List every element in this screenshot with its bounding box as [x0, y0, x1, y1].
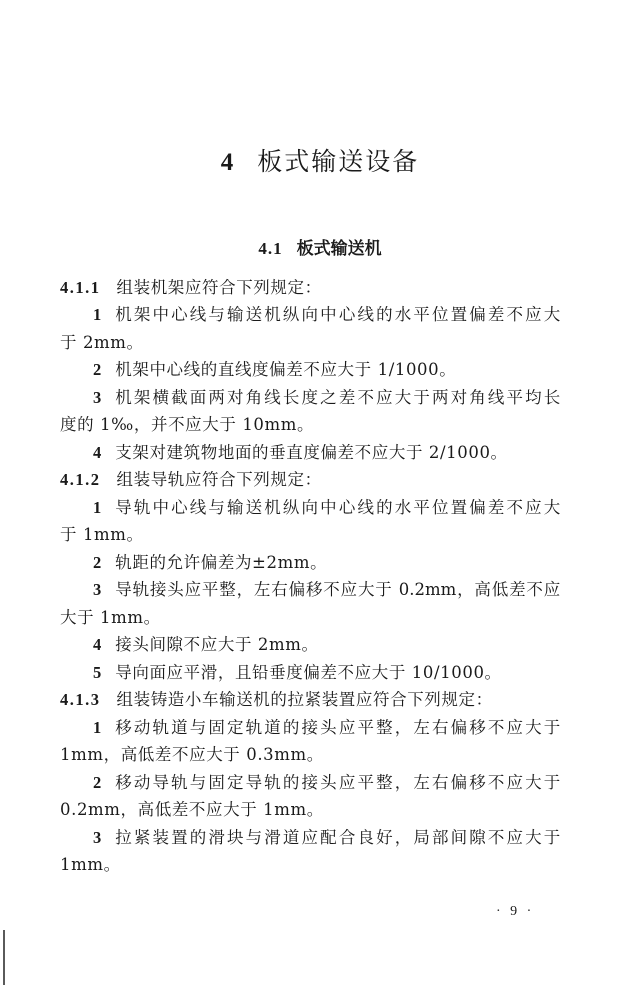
item-continuation — [0, 608, 640, 628]
chapter-heading: 板式输送设备 — [257, 147, 420, 176]
clause-number: 4.1.2 — [60, 470, 101, 489]
list-item — [0, 360, 640, 380]
list-item — [0, 718, 640, 738]
item-text: 导轨接头应平整，左右偏移不应大于 0.2mm，高低差不应 — [115, 580, 561, 599]
clause-4-1-2 — [0, 470, 640, 490]
item-text-continued: 0.2mm，高低差不应大于 1mm。 — [60, 800, 324, 819]
item-text: 机架中心线与输送机纵向中心线的水平位置偏差不应大 — [115, 305, 561, 324]
item-text: 机架中心线的直线度偏差不应大于 1/1000。 — [115, 360, 457, 379]
item-text-continued: 1mm。 — [60, 855, 121, 874]
item-text: 接头间隙不应大于 2mm。 — [115, 635, 319, 654]
list-item — [0, 828, 640, 848]
item-number: 2 — [93, 553, 102, 572]
item-continuation — [0, 745, 640, 765]
list-item — [0, 553, 640, 573]
item-number: 1 — [93, 718, 102, 737]
chapter-number: 4 — [220, 149, 236, 176]
item-text-continued: 大于 1mm。 — [60, 608, 161, 627]
item-number: 2 — [93, 360, 102, 379]
clause-number: 4.1.1 — [60, 278, 101, 297]
item-continuation — [0, 525, 640, 545]
item-number: 2 — [93, 773, 102, 792]
section-title — [0, 234, 640, 259]
item-text: 机架横截面两对角线长度之差不应大于两对角线平均长 — [115, 388, 561, 407]
item-text-continued: 1mm，高低差不应大于 0.3mm。 — [60, 745, 324, 764]
list-item — [0, 305, 640, 325]
item-text: 拉紧装置的滑块与滑道应配合良好，局部间隙不应大于 — [115, 828, 561, 847]
page-number: · 9 · — [496, 904, 535, 919]
list-item — [0, 498, 640, 518]
item-number: 3 — [93, 828, 102, 847]
item-text: 支架对建筑物地面的垂直度偏差不应大于 2/1000。 — [115, 443, 508, 462]
item-text: 导轨中心线与输送机纵向中心线的水平位置偏差不应大 — [115, 498, 561, 517]
item-continuation — [0, 800, 640, 820]
list-item — [0, 580, 640, 600]
section-number: 4.1 — [258, 239, 283, 258]
list-item — [0, 773, 640, 793]
item-text: 导向面应平滑，且铅垂度偏差不应大于 10/1000。 — [115, 663, 502, 682]
item-number: 1 — [93, 305, 102, 324]
clause-text: 组装机架应符合下列规定： — [116, 278, 322, 297]
item-text-continued: 于 2mm。 — [60, 333, 144, 352]
item-number: 5 — [93, 663, 102, 682]
list-item — [0, 635, 640, 655]
section-heading: 板式输送机 — [296, 239, 382, 259]
list-item — [0, 663, 640, 683]
item-continuation — [0, 415, 640, 435]
clause-4-1-1 — [0, 278, 640, 298]
item-text: 移动导轨与固定导轨的接头应平整，左右偏移不应大于 — [115, 773, 561, 792]
item-number: 4 — [93, 443, 102, 462]
item-number: 1 — [93, 498, 102, 517]
item-continuation — [0, 855, 640, 875]
item-continuation — [0, 333, 640, 353]
item-text-continued: 于 1mm。 — [60, 525, 144, 544]
item-number: 3 — [93, 580, 102, 599]
clause-text: 组装铸造小车输送机的拉紧装置应符合下列规定： — [116, 690, 493, 709]
item-text-continued: 度的 1‰，并不应大于 10mm。 — [60, 415, 315, 434]
item-text: 移动轨道与固定轨道的接头应平整，左右偏移不应大于 — [115, 718, 561, 737]
item-number: 4 — [93, 635, 102, 654]
list-item — [0, 443, 640, 463]
item-text: 轨距的允许偏差为±2mm。 — [115, 553, 328, 572]
list-item — [0, 388, 640, 408]
clause-4-1-3 — [0, 690, 640, 710]
item-number: 3 — [93, 388, 102, 407]
chapter-title — [0, 142, 640, 178]
clause-text: 组装导轨应符合下列规定： — [116, 470, 322, 489]
clause-number: 4.1.3 — [60, 690, 101, 709]
scan-edge-divider — [3, 930, 5, 985]
